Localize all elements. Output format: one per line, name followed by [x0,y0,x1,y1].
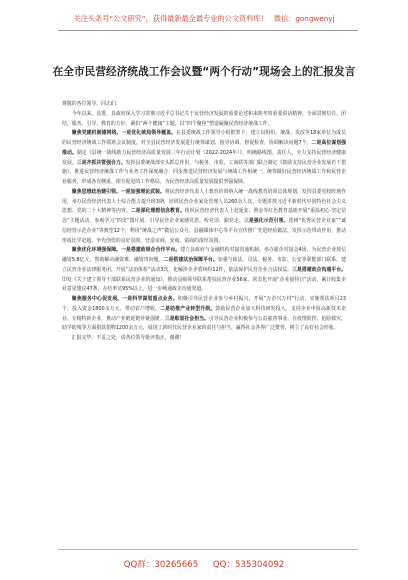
section-mid2: 制定《县统一战线助力民营经济高质量发展三年行动计划（2022-2024年）》，明确路线图、责任人，全力支持民营经济健康发展。 [62,149,346,166]
section-lead3: 三是搭建政企沟通平台。 [292,266,346,273]
section-lead2: 二是助推产业转型升级。 [160,305,216,312]
section-tail: 选树“优秀民营企业家”“诚信经营示范企业”等典型12个，利用“统战之声”微信公众号、县融媒体中心等平台宣传推广先进经验做法，发挥示范带动作用，推动形成比学赶超、争先创优的良好氛围，营造亲商、安商、富商的浓厚氛围。 [62,218,346,244]
top-divider [58,30,358,31]
section-lead2: 二是高位谋划强推动。 [62,140,346,156]
section-tail: 印发《关于建立领导干部联系民营企业的通知》，推动县级领导联系帮扶民营企业56家，常态化开展“企业接待日”活动，累计收集企业意见建议47条，办结率达95%以上，进一步畅通政企沟通渠道。 [62,276,346,293]
section-lead: 聚焦思想政治建引领。一是加强理论武装。 [71,188,165,195]
section-tail: 引导民营企业积极参与公益慈善事业，在疫情防控、抢险救灾、助学助残等方面捐款捐物1200余万元，展现了新时代民营企业家的责任与担当，赢得社会各界广泛赞誉，树立了良好社会形象。 [62,315,346,332]
top-banner [0,10,408,28]
section-lead: 聚焦服务中心促发展。一是科学谋划重点业务。 [71,296,178,302]
section-lead2: 二是搭建法治保障平台。 [163,257,218,263]
section-mid: 将民营经济代表人士教育培训纳入统一战线教育培训总体规划，发挥县委党校阵地作用，举办民营经济代表人士综合能力提升班3期，培训民营企业家及管理人员260余人次，专题讲授习近平新时代中国特色社会主义思想、党的二十大精神等内容。 [62,188,346,215]
document-body [62,100,346,344]
document-title: 在全市民营经济统战工作会议暨“两个行动”现场会上的汇报发言 [52,66,356,78]
section-lead3: 三是齐抓共管强合力。 [76,159,126,166]
section-paragraph [62,295,346,334]
section-tail: 发挥县委统战部牵头抓总作用，与税务、市监、工商联等部门联合制定《鼓励支持民营企业发展若干措施》，推进民营经济统战工作与业务工作深度融合，同步推进民营经济发展与统战工作相统一，统筹做好民营经济统战工作和民营企业服务，形成各有侧重、相互促进的工作格局，为民营经济高质量发展提供坚强保障。 [62,159,346,185]
footer-qq: QQ：535304092 [212,560,285,570]
section-lead: 聚焦党建机制建网络。一是优化统局领导履盖。 [71,130,177,137]
section-lead3: 三是强化示范引领。 [243,218,289,224]
section-mid: 在县委统战工作领导小组框架下，建立以组织、统战、发改等18家单位为成员的民营经济统战工作联席会议制度，对全县民营经济发展进行统筹谋划、指导协调、督促检查，协调解决问题7个。 [62,130,346,146]
intro-paragraph: 今年以来，县委、县政府深入学习贯彻习近平总书记关于民营经济发展的重要论述和来陕考察重要讲话精神，全面贯彻信任、团结、服务、引导、教育的方针，紧扣“两个健康”主题，以“四个聚焦”塑造凝聚民营经济统战工作。 [62,110,346,127]
section-lead3: 三是彰显社会担当。 [164,315,209,322]
section-mid2: 组织民营经济代表人士赴延安、照金等红色教育基地开展“重温初心·坚定信念”主题活动，参观学习“四史”图片展，引导民营企业家感党恩、听党话、跟党走。 [62,208,346,224]
section-paragraph [62,129,346,188]
bottom-divider [58,549,358,550]
closing-line: 汇报完毕，不妥之处，请各位领导批评指正。谢谢！ [71,335,185,341]
section-paragraph [62,246,346,295]
section-lead: 聚焦优化环境强保障。一是搭建政银企合作平台。 [71,247,181,254]
footer-qq-group: QQ群：30265665 [123,560,199,570]
section-paragraph [62,188,346,247]
greeting: 尊敬的各位领导、同志们： [62,101,121,107]
banner-left-text: 关注头条号“公文研究”，获得最新最全最专业的公文资料库！ [73,14,268,23]
footer-contact [0,558,408,570]
section-mid2: 加强与政法、司法、税务、市监、公安等职能部门联系，建立民营企业法律服务团，开展“法治体检”活动3次，化解涉企矛盾纠纷12件，依法保护民营企业合法权益。 [62,257,346,273]
banner-right-text: 微信：gongwenyj [273,14,335,23]
section-mid: 积极引导民营企业参与乡村振兴，开展“万企兴万村”行动，实施帮扶项目23个，投入资金1800余万元，带动农户增收。 [62,296,346,312]
section-lead2: 二是深化理想信念教育。 [130,208,185,215]
section-mid: 建立县政府与金融机构对接沟通机制，举办银企对接会4场，为民营企业授信融资5.8亿元，帮助解决融资难、融资贵问题。 [62,247,346,263]
section-mid2: 鼓励民营企业加大科技研发投入，支持企业申报高新技术企业、专精特新企业，推动产业链延链补链强链。 [62,305,346,322]
